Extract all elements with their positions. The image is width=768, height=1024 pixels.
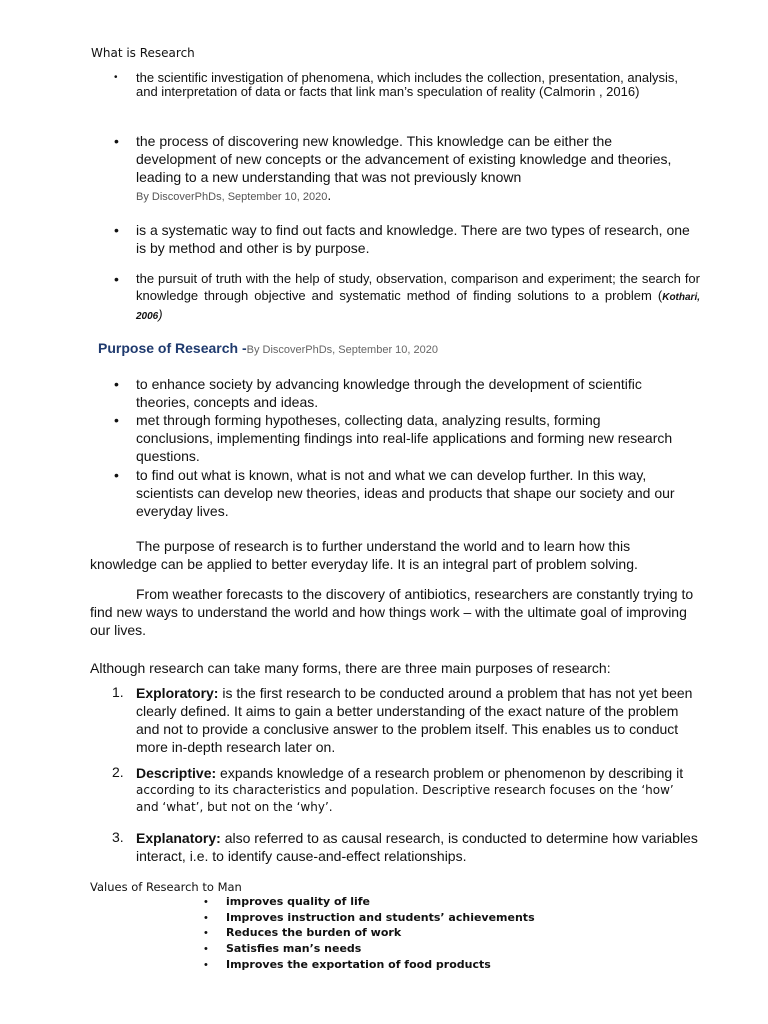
definition-4: the pursuit of truth with the help of study, observation, comparison and experiment; the search for knowledge through objective and systematic method of finding solutions to a problem (Kothari, 2006) (136, 271, 700, 322)
paragraph-2: From weather forecasts to the discovery of antibiotics, researchers are constantly trying to find new ways to understand the world and how things work – with the ultimate goal of improving our lives. (90, 586, 694, 638)
bullet: • (114, 222, 119, 238)
bullet: • (114, 271, 119, 287)
bullet: • (204, 896, 208, 908)
type-explanatory: Explanatory: also referred to as causal research, is conducted to determine how variables interact, i.e. to identify cause-and-effect relationships. (136, 830, 698, 864)
type-exploratory: Exploratory: is the first research to be conducted around a problem that has not yet been clearly defined. It aims to gain a better understanding of the exact nature of the problem and not to provide a conclusive answer to the problem itself. This enables us to conduct more in-depth research later on. (136, 685, 693, 755)
definition-2: the process of discovering new knowledge. This knowledge can be either the development of new concepts or the advancement of existing knowledge and theories, leading to a new understanding that was not previously known (136, 133, 672, 185)
value-item: Satisfies man’s needs (226, 942, 362, 955)
value-item: improves quality of life (226, 895, 370, 908)
bullet: • (114, 412, 119, 428)
bullet: • (204, 912, 208, 924)
list-number: 2. (112, 764, 124, 780)
value-item: Reduces the burden of work (226, 926, 402, 939)
page-title: What is Research (91, 46, 195, 60)
types-intro: Although research can take many forms, there are three main purposes of research: (90, 660, 611, 676)
paragraph-1: The purpose of research is to further understand the world and to learn how this knowledge can be applied to better everyday life. It is an integral part of problem solving. (90, 538, 638, 572)
bullet: • (114, 467, 119, 483)
values-heading: Values of Research to Man (90, 880, 242, 894)
bullet: • (114, 133, 119, 149)
purpose-bullet-2: met through forming hypotheses, collecting data, analyzing results, forming conclusions, implementing findings into real-life applications and forming new research questions. (136, 412, 673, 464)
list-number: 3. (112, 829, 124, 845)
purpose-heading: Purpose of Research -By DiscoverPhDs, September 10, 2020 (98, 340, 438, 356)
type-descriptive: Descriptive: expands knowledge of a research problem or phenomenon by describing it (136, 765, 684, 781)
bullet: • (204, 959, 208, 971)
list-number: 1. (112, 684, 124, 700)
value-item: Improves instruction and students’ achievements (226, 911, 535, 924)
definition-2-cite: By DiscoverPhDs, September 10, 2020. (136, 187, 332, 203)
bullet: • (204, 927, 208, 939)
bullet: • (114, 376, 119, 392)
bullet: • (114, 72, 118, 83)
definition-1: the scientific investigation of phenomena, which includes the collection, presentation, analysis, and interpretation of data or facts that link man’s speculation of reality (Calmorin , 2016) (136, 70, 678, 99)
purpose-bullet-3: to find out what is known, what is not and what we can develop further. In this way, scientists can develop new theories, ideas and products that shape our society and our everyday lives. (136, 467, 675, 519)
definition-3: is a systematic way to find out facts and knowledge. There are two types of research, one is by method and other is by purpose. (136, 222, 690, 256)
type-descriptive-cont: according to its characteristics and population. Descriptive research focuses on the ‘how’ and ‘what’, but not on the ‘why’. (136, 783, 674, 814)
purpose-bullet-1: to enhance society by advancing knowledge through the development of scientific theories, concepts and ideas. (136, 376, 642, 410)
value-item: Improves the exportation of food products (226, 958, 491, 971)
bullet: • (204, 943, 208, 955)
